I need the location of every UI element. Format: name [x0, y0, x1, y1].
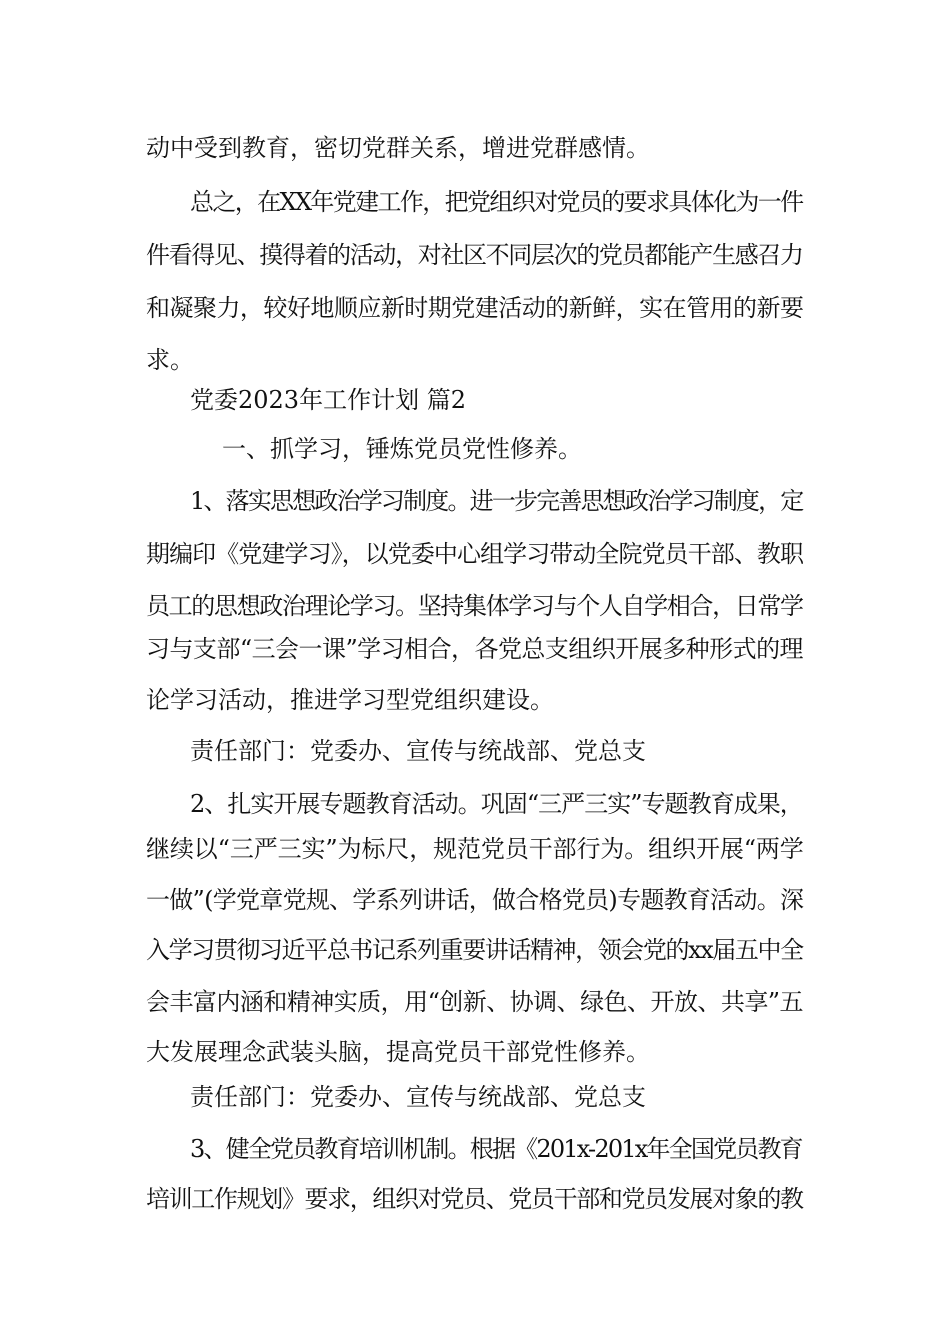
text-line: 一做”(学党章党规、学系列讲话，做合格党员)专题教育活动。深: [146, 886, 804, 914]
text-line: 习与支部“三会一课”学习相合，各党总支组织开展多种形式的理: [146, 635, 804, 663]
text-line: 培训工作规划》要求，组织对党员、党员干部和党员发展对象的教: [146, 1185, 803, 1213]
text-line: 和凝聚力，较好地顺应新时期党建活动的新鲜，实在管用的新要: [146, 294, 804, 322]
responsibility-line: 责任部门：党委办、宣传与统战部、党总支: [190, 737, 646, 765]
text-line: 2、扎实开展专题教育活动。巩固“三严三实”专题教育成果，: [190, 790, 803, 818]
text-line: 3、健全党员教育培训机制。根据《201x-201x年全国党员教育: [190, 1135, 802, 1163]
text-line: 会丰富内涵和精神实质，用“创新、协调、绿色、开放、共享”五: [146, 988, 804, 1016]
text-line: 期编印《党建学习》，以党委中心组学习带动全院党员干部、教职: [146, 540, 804, 568]
text-line: 总之，在XX年党建工作，把党组织对党员的要求具体化为一件: [190, 188, 803, 216]
text-line: 员工的思想政治理论学习。坚持集体学习与个人自学相合，日常学: [146, 592, 803, 620]
text-line: 1、落实思想政治学习制度。进一步完善思想政治学习制度，定: [190, 487, 803, 515]
text-line: 动中受到教育，密切党群关系，增进党群感情。: [146, 134, 650, 162]
text-line: 大发展理念武装头脑，提高党员干部党性修养。: [146, 1038, 650, 1066]
text-line: 入学习贯彻习近平总书记系列重要讲话精神，领会党的xx届五中全: [146, 936, 803, 964]
text-line: 继续以“三严三实”为标尺，规范党员干部行为。组织开展“两学: [146, 835, 804, 863]
subsection-heading: 一、抓学习，锤炼党员党性修养。: [222, 435, 582, 463]
text-line: 论学习活动，推进学习型党组织建设。: [146, 686, 554, 714]
section-heading: 党委2023年工作计划 篇2: [190, 386, 466, 414]
responsibility-line: 责任部门：党委办、宣传与统战部、党总支: [190, 1083, 646, 1111]
text-line: 件看得见、摸得着的活动，对社区不同层次的党员都能产生感召力: [146, 241, 803, 269]
text-line: 求。: [146, 346, 194, 374]
